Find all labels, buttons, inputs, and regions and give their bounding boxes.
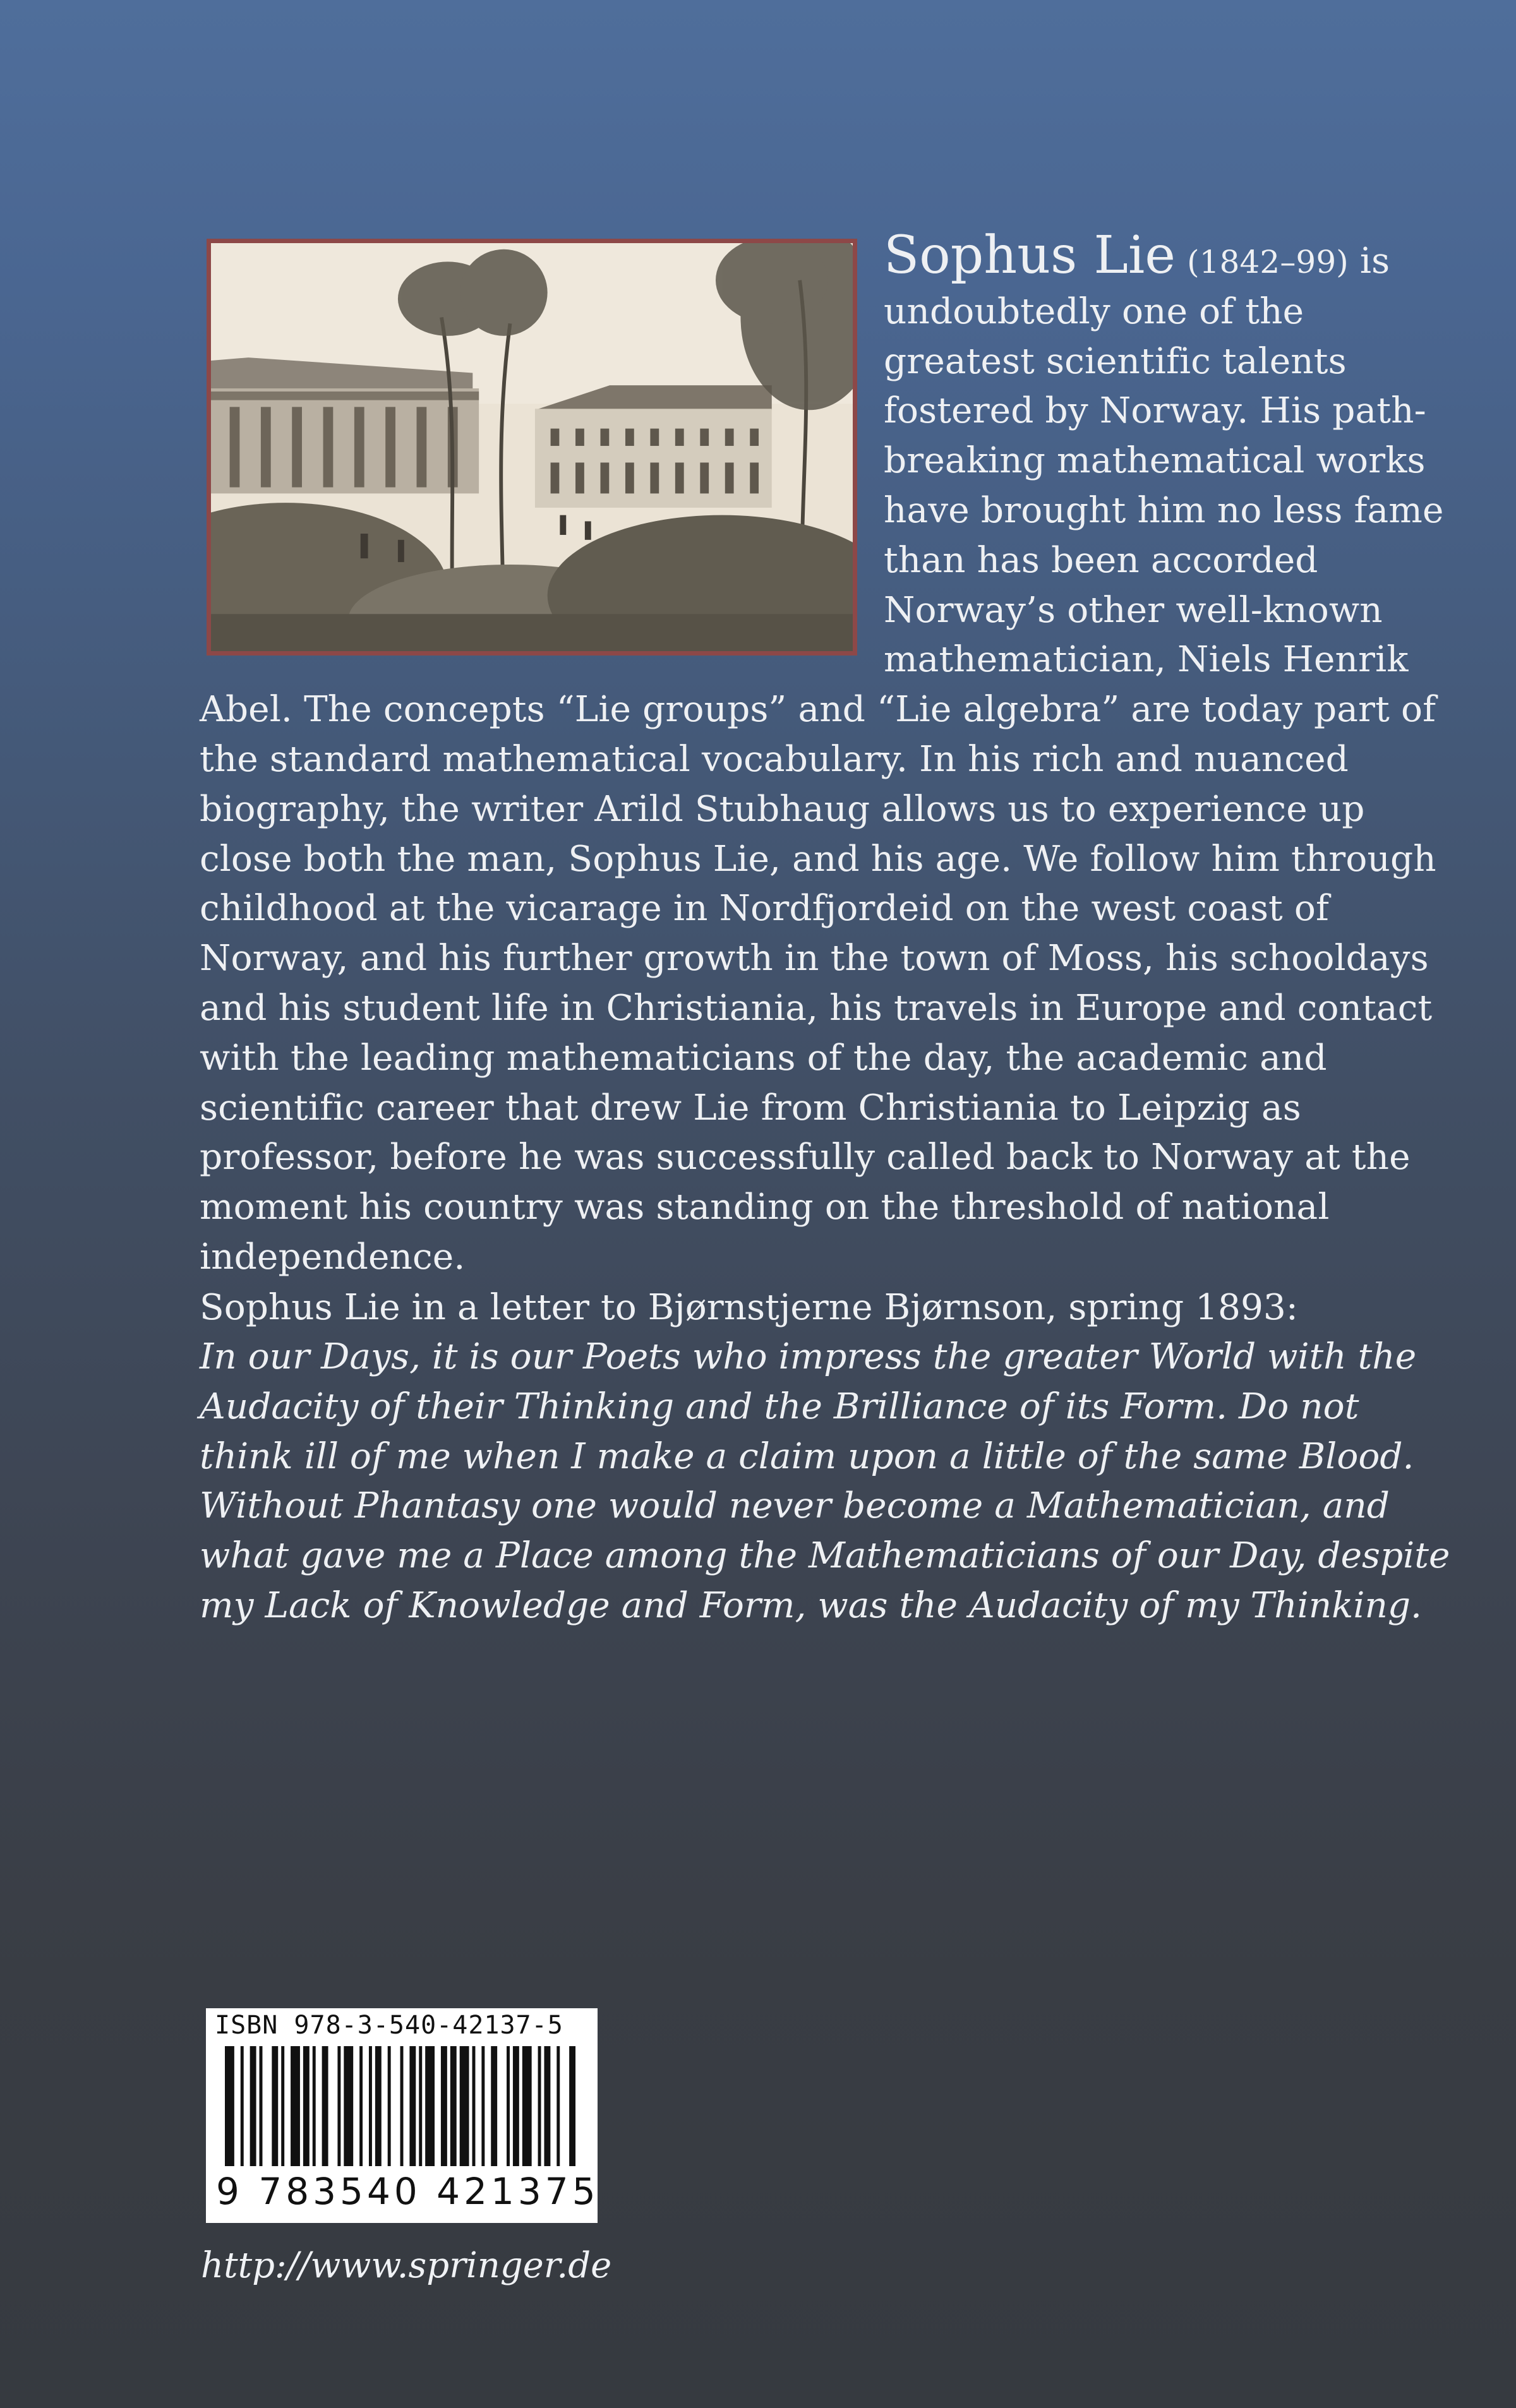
- barcode-bar: [225, 2046, 234, 2166]
- barcode-bar: [291, 2046, 300, 2166]
- barcode-bar: [544, 2046, 550, 2166]
- barcode-bar: [313, 2046, 316, 2166]
- barcode-bar: [419, 2046, 422, 2166]
- barcode-bar: [344, 2046, 353, 2166]
- isbn-number: ISBN 978-3-540-42137-5: [215, 2011, 563, 2040]
- isbn-barcode: [206, 2008, 598, 2223]
- barcode-bar: [491, 2046, 497, 2166]
- barcode-bar: [556, 2046, 560, 2166]
- barcode-bar: [400, 2046, 404, 2166]
- barcode-bar: [569, 2046, 575, 2166]
- barcode-bar: [538, 2046, 541, 2166]
- barcode-bar: [513, 2046, 519, 2166]
- subject-name: Sophus Lie: [884, 225, 1176, 285]
- barcode-bars: [225, 2046, 579, 2166]
- barcode-bar: [388, 2046, 391, 2166]
- barcode-bar: [260, 2046, 263, 2166]
- barcode-bar: [425, 2046, 435, 2166]
- barcode-bar: [369, 2046, 372, 2166]
- barcode-bar: [375, 2046, 382, 2166]
- letter-intro: Sophus Lie in a letter to Bjørnstjerne Bjørnson, spring 1893:: [200, 1287, 1298, 1328]
- barcode-bar: [507, 2046, 510, 2166]
- image-text-wrap-spacer: [200, 231, 884, 668]
- barcode-bar: [322, 2046, 328, 2166]
- barcode-bar: [272, 2046, 278, 2166]
- lie-quote: In our Days, it is our Poets who impress the greater World with the Audacity of their Thinking and the Brilliance of its Form. Do not think ill of me when I make a claim upon a little of the same Blood. Without Phantasy one would never become a Mathematician, and what gave me a Place among the Mathematicians of our Day, despite my Lack of Knowledge and Form, was the Audacity of my Thinking.: [200, 1336, 1450, 1626]
- publisher-url[interactable]: http://www.springer.de: [201, 2245, 612, 2286]
- barcode-bar: [409, 2046, 416, 2166]
- barcode-bar: [303, 2046, 310, 2166]
- barcode-bar: [281, 2046, 284, 2166]
- barcode-bar: [522, 2046, 532, 2166]
- biography-blurb: [200, 225, 1450, 1283]
- barcode-bar: [472, 2046, 476, 2166]
- barcode-bar: [250, 2046, 256, 2166]
- barcode-bar: [450, 2046, 457, 2166]
- barcode-bar: [337, 2046, 340, 2166]
- subject-years: (1842–99): [1187, 244, 1349, 280]
- barcode-bar: [481, 2046, 484, 2166]
- blurb-text: is undoubtedly one of the greatest scientific talents fostered by Norway. His path-breaking mathematical works have brought him no less fame than has been accorded Norway’s other well-known mathematician, Niels Henrik Abel. The concepts “Lie groups” and “Lie algebra” are today part of the standard mathematical vocabulary. In his rich and nuanced biography, the writer Arild Stubhaug allows us to experience up close both the man, Sophus Lie, and his age. We follow him through childhood at the vicarage in Nordfjordeid on the west coast of Norway, and his further growth in the town of Moss, his schooldays and his student life in Christiania, his travels in Europe and contact with the leading mathematicians of the day, the academic and scientific career that drew Lie from Christiania to Leipzig as professor, before he was successfully called back to Norway at the moment his country was standing on the threshold of national independence.: [200, 241, 1444, 1278]
- barcode-bar: [460, 2046, 469, 2166]
- ean-digits: 9 783540 421375: [216, 2170, 599, 2213]
- barcode-bar: [441, 2046, 447, 2166]
- barcode-bar: [359, 2046, 363, 2166]
- barcode-bar: [241, 2046, 244, 2166]
